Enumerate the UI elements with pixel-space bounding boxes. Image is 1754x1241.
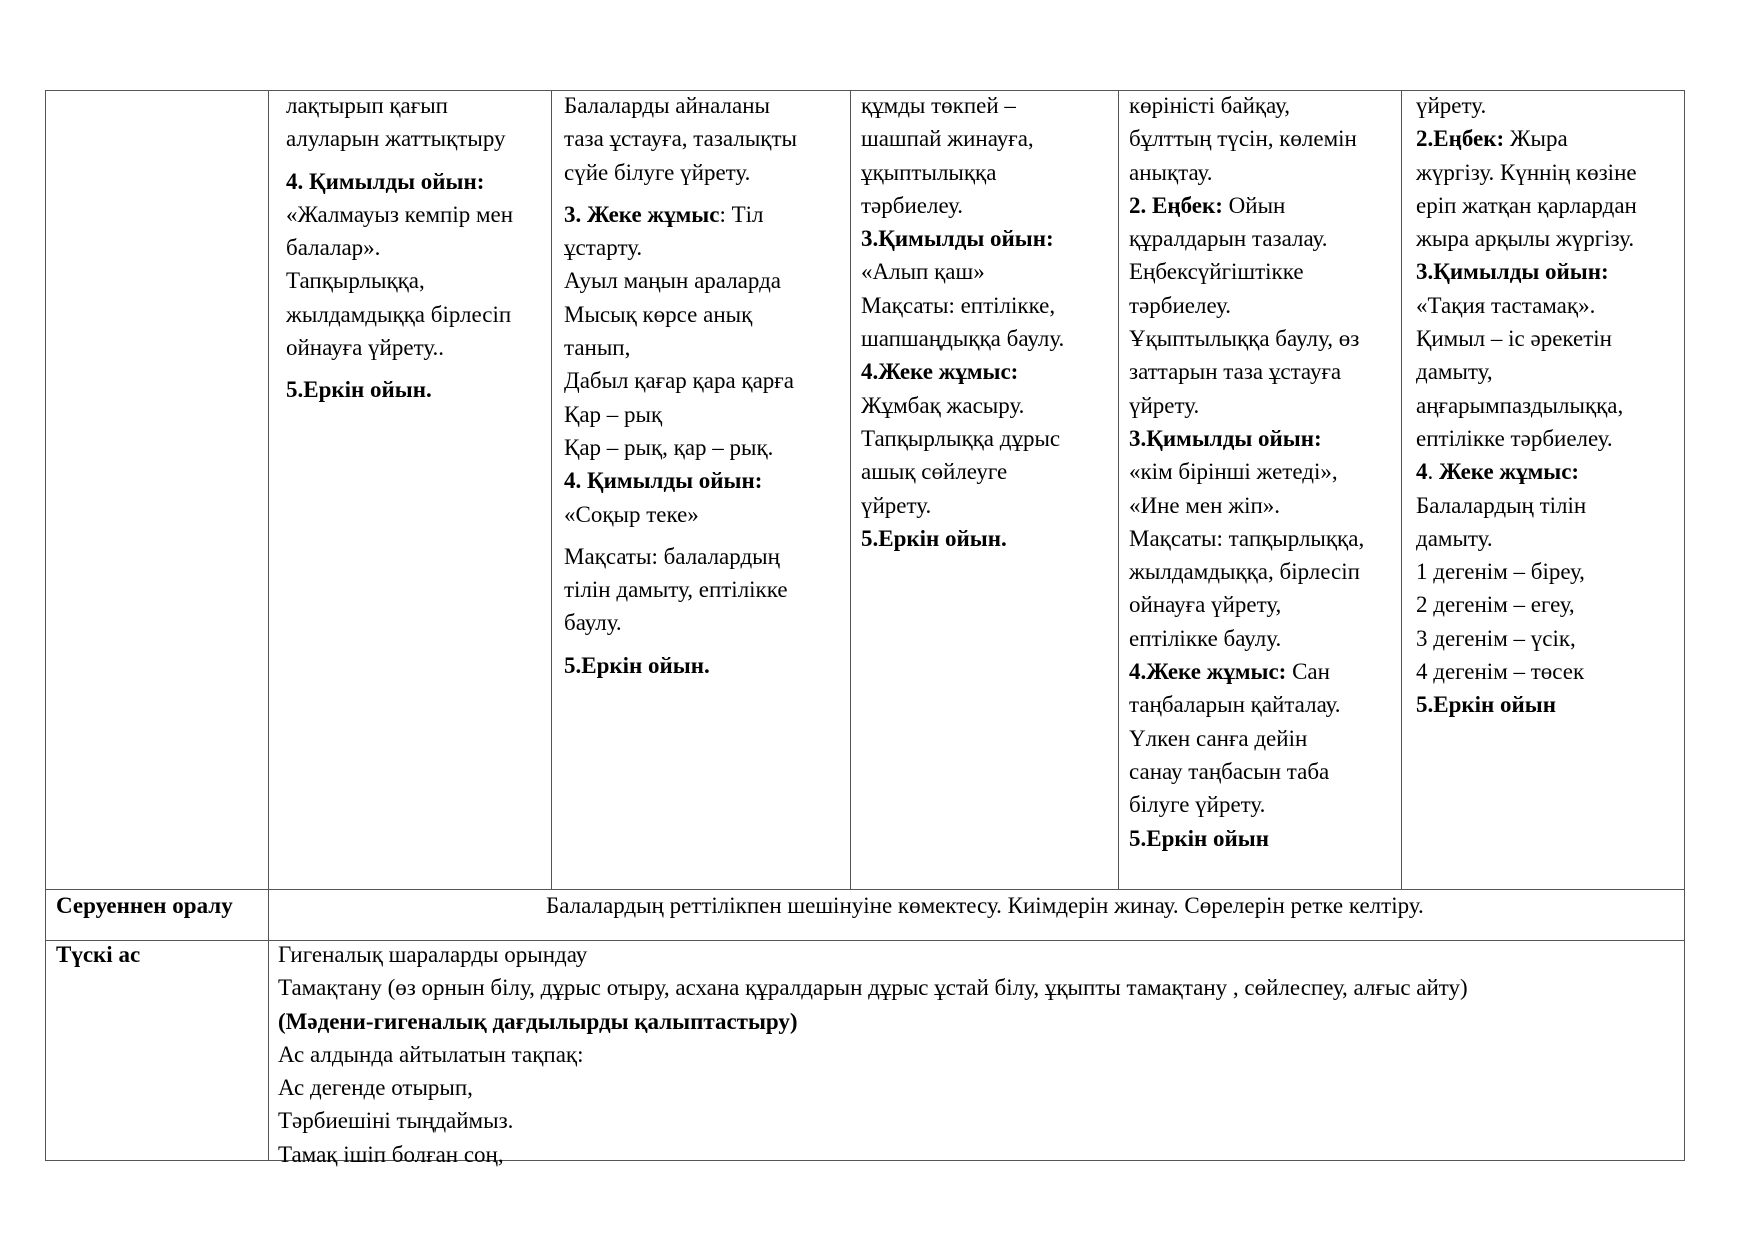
cell-line: 1 дегенім – біреу, (1416, 559, 1585, 585)
cell-line: анықтау. (1129, 159, 1213, 185)
cell-line: үйрету. (1129, 392, 1200, 418)
cell-line: жылдамдыққа, бірлесіп (1129, 559, 1360, 585)
cell-line: заттарын таза ұстауға (1129, 359, 1342, 385)
cell-line: еріп жатқан қарлардан (1416, 192, 1637, 218)
cell-line: сүйе білуге үйрету. (564, 159, 751, 185)
cell-line: үйрету. (1416, 93, 1487, 118)
cell-line: Тамақтану (өз орнын білу, дұрыс отыру, асхана құралдарын дұрыс ұстай білу, ұқыпты тамақтану , сөйлеспеу, алғыс айту) (278, 975, 1468, 1001)
cell-line: (Мәдени-гигеналық дағдылырды қалыптастыру) (278, 1008, 798, 1034)
cell-line: баулу. (564, 610, 622, 636)
cell-line: Ауыл маңын араларда (564, 268, 781, 294)
activity-cell-col2 (286, 89, 513, 407)
cell-line: тәрбиелеу. (861, 192, 964, 218)
cell-line: үйрету. (861, 492, 932, 518)
cell-line: құмды төкпей – (861, 93, 1016, 118)
cell-line: «Алып қаш» (861, 259, 985, 285)
cell-line: бұлттың түсін, көлемін (1129, 126, 1357, 152)
cell-line: Мақсаты: ептілікке, (861, 292, 1056, 318)
column-divider (850, 90, 851, 890)
bold-text: Жеке жұмыс: (1439, 459, 1580, 485)
cell-line: құралдарын тазалау. (1129, 226, 1328, 252)
cell-line: 5.Еркін ойын. (861, 525, 1007, 551)
cell-line (1416, 455, 1637, 488)
cell-line: жыра арқылы жүргізу. (1416, 226, 1635, 252)
bold-text: 4.Жеке жұмыс: (1129, 659, 1287, 685)
cell-line (564, 198, 797, 231)
cell-line: жүргізу. Күннің көзіне (1416, 159, 1637, 185)
activity-cell-col5 (1129, 89, 1364, 855)
cell-line: дамыту, (1416, 359, 1493, 385)
cell-line: Тәрбиешіні тыңдаймыз. (278, 1108, 514, 1134)
cell-line: Ас алдында айтылатын тақпақ: (278, 1041, 584, 1067)
cell-line: 4. Қимылды ойын: (286, 168, 485, 194)
cell-line: 3.Қимылды ойын: (1416, 259, 1609, 285)
cell-line: білуге үйрету. (1129, 792, 1266, 818)
activity-cell-col3 (564, 89, 797, 682)
bold-text: 3. Жеке жұмыс (564, 201, 720, 227)
cell-line: Тапқырлыққа, (286, 268, 425, 294)
cell-line: «Соқыр теке» (564, 501, 699, 527)
activity-cell-col4 (861, 89, 1064, 555)
column-divider (551, 90, 552, 890)
cell-line: тілін дамыту, ептілікке (564, 577, 788, 603)
cell-line: «Ине мен жіп». (1129, 492, 1281, 518)
cell-line: «кім бірінші жетеді», (1129, 459, 1338, 485)
cell-line: ептілікке тәрбиелеу. (1416, 425, 1613, 451)
cell-line: Мысық көрсе анық (564, 301, 753, 327)
cell-line (1129, 655, 1364, 688)
cell-line: 5.Еркін ойын (1129, 825, 1269, 851)
activity-cell-col6 (1416, 89, 1637, 722)
lunch-cell (278, 938, 1468, 1171)
cell-line: Қар – рық (564, 401, 663, 427)
cell-line: ойнауға үйрету, (1129, 592, 1282, 618)
cell-line: Қар – рық, қар – рық. (564, 434, 774, 460)
cell-line: Қимыл – іс әрекетін (1416, 326, 1612, 352)
row-label-lunch: Түскі ас (56, 942, 141, 967)
return-row-text: Балалардың реттілікпен шешінуіне көмектесу. Киімдерін жинау. Сөрелерін ретке келтіру. (546, 893, 1424, 918)
cell-line (1416, 122, 1637, 155)
cell-line: алуларын жаттықтыру (286, 126, 506, 152)
table-right-border (1684, 90, 1685, 1161)
cell-line: көріністі байқау, (1129, 93, 1291, 118)
cell-line: ұқыптылыққа (861, 159, 997, 185)
cell-line: Мақсаты: тапқырлыққа, (1129, 525, 1365, 551)
bold-text: 2.Еңбек: (1416, 126, 1505, 152)
cell-line: Еңбексүйгіштікке (1129, 259, 1304, 285)
cell-line: 5.Еркін ойын (1416, 692, 1556, 718)
text: . (1427, 459, 1439, 485)
row-divider (45, 889, 1685, 890)
cell-line: Тамақ ішіп болған соң, (278, 1141, 504, 1167)
cell-line: таза ұстауға, тазалықты (564, 126, 797, 152)
cell-line: ұстарту. (564, 235, 643, 261)
cell-line: 5.Еркін ойын. (286, 377, 432, 403)
cell-line: ойнауға үйрету.. (286, 335, 445, 361)
table-left-border (45, 90, 46, 1161)
cell-line: 3.Қимылды ойын: (1129, 425, 1322, 451)
cell-line: таңбаларын қайталау. (1129, 692, 1341, 718)
cell-line: Тапқырлыққа дұрыс (861, 425, 1061, 451)
cell-line: жылдамдыққа бірлесіп (286, 301, 512, 327)
cell-line: ашық сөйлеуге (861, 459, 1008, 485)
cell-line: Ас дегенде отырып, (278, 1075, 473, 1101)
cell-line: Үлкен санға дейін (1129, 725, 1308, 751)
cell-line: Жұмбақ жасыру. (861, 392, 1025, 418)
cell-line: Балаларды айналаны (564, 93, 770, 118)
cell-line: дамыту. (1416, 525, 1493, 551)
cell-line: шапшаңдыққа баулу. (861, 326, 1065, 352)
cell-line: балалар». (286, 235, 381, 261)
bold-text: 2. Еңбек: (1129, 192, 1223, 218)
cell-line: Дабыл қағар қара қарға (564, 368, 794, 394)
text: Жыра (1504, 126, 1568, 152)
cell-line: Балалардың тілін (1416, 492, 1587, 518)
cell-line: 4. Қимылды ойын: (564, 468, 763, 494)
cell-line: аңғарымпаздылыққа, (1416, 392, 1624, 418)
cell-line: 3 дегенім – үсік, (1416, 625, 1576, 651)
cell-line: 4.Жеке жұмыс: (861, 359, 1019, 385)
cell-line: тәрбиелеу. (1129, 292, 1232, 318)
text: Ойын (1222, 192, 1286, 218)
cell-line: 4 дегенім – төсек (1416, 659, 1585, 685)
cell-line: лақтырып қағып (286, 93, 448, 118)
column-divider (1118, 90, 1119, 890)
cell-line (1129, 189, 1364, 222)
text: Сан (1286, 659, 1330, 685)
cell-line: 3.Қимылды ойын: (861, 226, 1054, 252)
cell-line: «Жалмауыз кемпір мен (286, 201, 514, 227)
cell-line: Мақсаты: балалардың (564, 543, 780, 569)
text: : Тіл (719, 201, 764, 227)
bold-text: 4 (1416, 459, 1428, 485)
cell-line: ептілікке баулу. (1129, 625, 1282, 651)
row-label-return: Серуеннен оралу (56, 893, 233, 918)
cell-line: 2 дегенім – егеу, (1416, 592, 1575, 618)
cell-line: санау таңбасын таба (1129, 758, 1330, 784)
cell-line: Ұқыптылыққа баулу, өз (1129, 326, 1360, 352)
cell-line: Гигеналық шараларды орындау (278, 942, 588, 967)
column-divider (268, 90, 269, 1161)
cell-line: «Тақия тастамақ». (1416, 292, 1596, 318)
column-divider (1401, 90, 1402, 890)
cell-line: танып, (564, 335, 631, 361)
cell-line: 5.Еркін ойын. (564, 652, 710, 678)
cell-line: шашпай жинауға, (861, 126, 1034, 152)
